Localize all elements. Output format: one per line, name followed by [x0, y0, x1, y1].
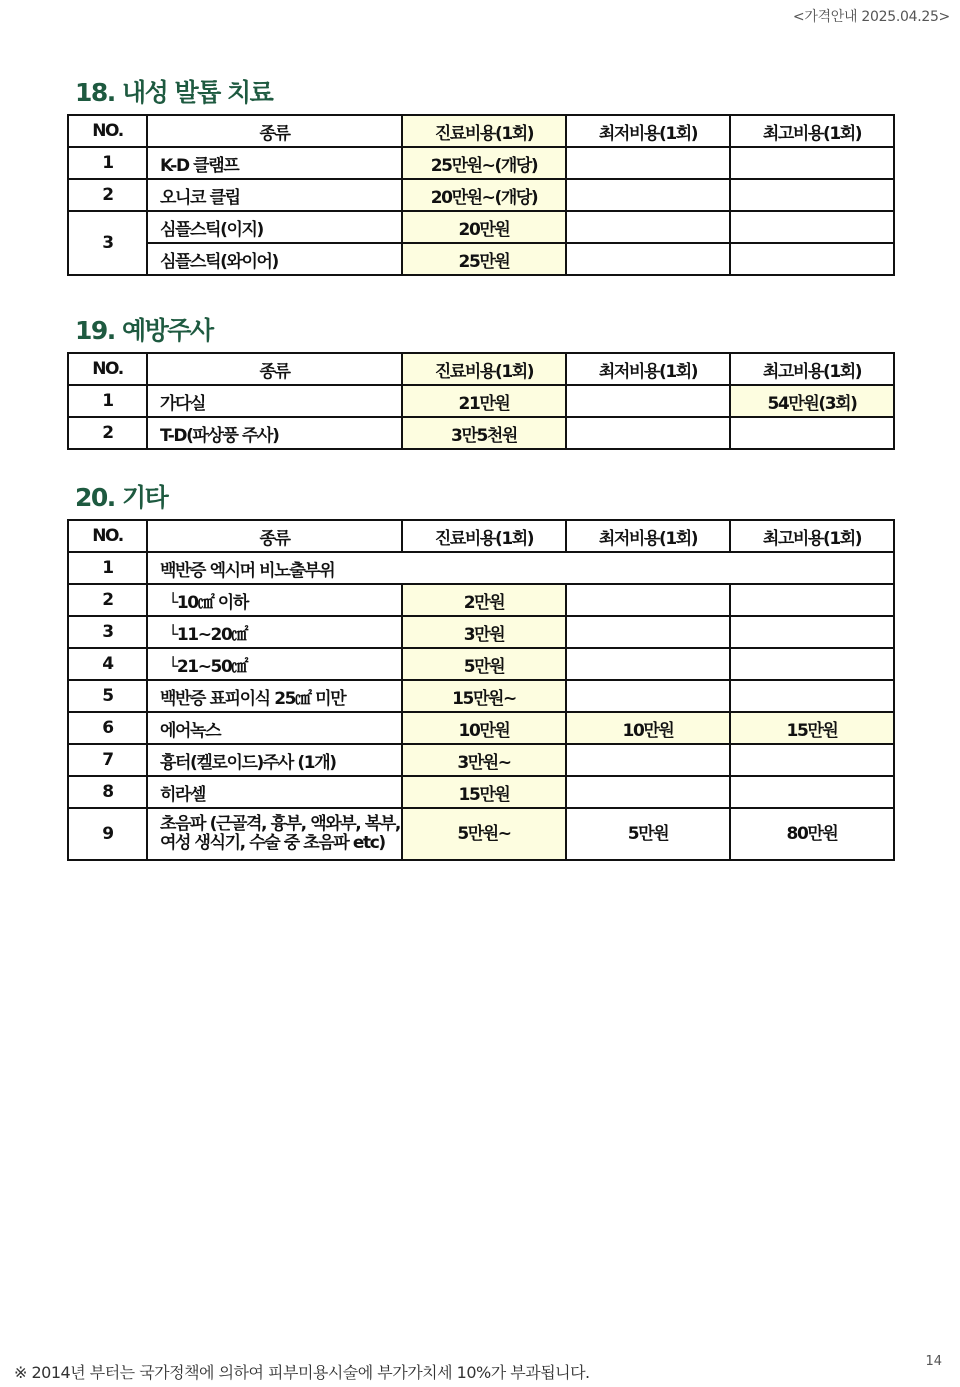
table-row: [68, 776, 894, 808]
page-number: 14: [925, 1354, 942, 1369]
cell-cost: 10만원: [402, 712, 566, 744]
section-others: [67, 481, 893, 861]
cell-min: [566, 648, 730, 680]
cell-max: 54만원(3회): [730, 385, 894, 417]
table-row: [68, 744, 894, 776]
table-row: [68, 712, 894, 744]
cell-kind: 가다실: [147, 385, 402, 417]
cell-cost: 3만원~: [402, 744, 566, 776]
cell-min: [566, 385, 730, 417]
price-guide-date-note: <가격안내 2025.04.25>: [792, 9, 950, 25]
cell-no: 5: [68, 680, 147, 712]
cell-cost: 15만원~: [402, 680, 566, 712]
cell-max: [730, 211, 894, 243]
cell-kind: T-D(파상풍 주사): [147, 417, 402, 449]
section-title: 18. 내성 발톱 치료: [75, 78, 273, 107]
cell-min: [566, 179, 730, 211]
cell-kind: 히라셀: [147, 776, 402, 808]
cell-cost: 3만원: [402, 616, 566, 648]
cell-cost: 2만원: [402, 584, 566, 616]
col-header-cost: 진료비용(1회): [402, 520, 566, 552]
cell-no: 2: [68, 584, 147, 616]
table-row: [68, 552, 894, 584]
table-row: [68, 584, 894, 616]
section-ingrown-nail: [67, 76, 893, 276]
cell-cost: 25만원: [402, 243, 566, 275]
cell-min: [566, 744, 730, 776]
table-row: [68, 648, 894, 680]
cell-no: 3: [68, 211, 147, 275]
cell-max: 15만원: [730, 712, 894, 744]
cell-no: 4: [68, 648, 147, 680]
cell-kind: └11~20㎠: [147, 616, 402, 648]
cell-min: [566, 680, 730, 712]
table-row: [68, 211, 894, 243]
cell-cost: 25만원~(개당): [402, 147, 566, 179]
cell-cost: 15만원: [402, 776, 566, 808]
cell-no: 2: [68, 179, 147, 211]
col-header-min: 최저비용(1회): [566, 353, 730, 385]
table-row: [68, 179, 894, 211]
table-row: [68, 385, 894, 417]
section-title: 19. 예방주사: [75, 316, 213, 345]
cell-cost: 20만원: [402, 211, 566, 243]
cell-kind: 흉터(켈로이드)주사 (1개): [147, 744, 402, 776]
cell-kind: 심플스틱(이지): [147, 211, 402, 243]
col-header-cost: 진료비용(1회): [402, 353, 566, 385]
cell-min: 5만원: [566, 808, 730, 860]
cell-cost: 5만원: [402, 648, 566, 680]
cell-min: 10만원: [566, 712, 730, 744]
cell-no: 9: [68, 808, 147, 860]
col-header-no: NO.: [68, 353, 147, 385]
cell-kind: 심플스틱(와이어): [147, 243, 402, 275]
cell-kind: 백반증 표피이식 25㎠ 미만: [147, 680, 402, 712]
col-header-no: NO.: [68, 115, 147, 147]
cell-max: [730, 179, 894, 211]
cell-kind-line-2: 여성 생식기, 수술 중 초음파 etc): [160, 833, 385, 853]
col-header-max: 최고비용(1회): [730, 115, 894, 147]
section-title: 20. 기타: [75, 483, 168, 512]
cell-min: [566, 417, 730, 449]
col-header-cost: 진료비용(1회): [402, 115, 566, 147]
cell-max: [730, 584, 894, 616]
cell-kind: [147, 808, 402, 860]
col-header-kind: 종류: [147, 115, 402, 147]
table-row: [68, 243, 894, 275]
col-header-kind: 종류: [147, 353, 402, 385]
cell-cost: 20만원~(개당): [402, 179, 566, 211]
vat-footnote: ※ 2014년 부터는 국가정책에 의하여 피부미용시술에 부가가치세 10%가 부과됩니다.: [14, 1363, 590, 1382]
price-table: [67, 352, 895, 450]
cell-max: [730, 417, 894, 449]
cell-min: [566, 776, 730, 808]
cell-max: [730, 680, 894, 712]
cell-kind-line-1: 초음파 (근골격, 흉부, 액와부, 복부,: [160, 814, 400, 834]
table-row: [68, 417, 894, 449]
cell-min: [566, 243, 730, 275]
table-row: [68, 680, 894, 712]
cell-kind: 에어녹스: [147, 712, 402, 744]
cell-min: [566, 147, 730, 179]
cell-min: [566, 211, 730, 243]
cell-no: 3: [68, 616, 147, 648]
cell-kind: └21~50㎠: [147, 648, 402, 680]
col-header-no: NO.: [68, 520, 147, 552]
cell-max: [730, 744, 894, 776]
cell-max: [730, 776, 894, 808]
cell-min: [566, 584, 730, 616]
col-header-min: 최저비용(1회): [566, 115, 730, 147]
cell-no: 2: [68, 417, 147, 449]
cell-no: 1: [68, 385, 147, 417]
col-header-max: 최고비용(1회): [730, 520, 894, 552]
table-row: [68, 808, 894, 860]
table-row: [68, 147, 894, 179]
cell-kind: 백반증 엑시머 비노출부위: [147, 552, 894, 584]
price-table: [67, 114, 895, 276]
section-vaccination: [67, 314, 893, 450]
cell-cost: 3만5천원: [402, 417, 566, 449]
cell-no: 1: [68, 147, 147, 179]
cell-cost: 21만원: [402, 385, 566, 417]
cell-max: [730, 616, 894, 648]
cell-cost: 5만원~: [402, 808, 566, 860]
table-header-row: [68, 353, 894, 385]
cell-no: 7: [68, 744, 147, 776]
table-header-row: [68, 520, 894, 552]
table-row: [68, 616, 894, 648]
cell-max: [730, 648, 894, 680]
table-header-row: [68, 115, 894, 147]
cell-no: 8: [68, 776, 147, 808]
cell-kind: └10㎠ 이하: [147, 584, 402, 616]
cell-no: 6: [68, 712, 147, 744]
col-header-max: 최고비용(1회): [730, 353, 894, 385]
col-header-kind: 종류: [147, 520, 402, 552]
price-table: [67, 519, 895, 861]
cell-kind: K-D 클램프: [147, 147, 402, 179]
col-header-min: 최저비용(1회): [566, 520, 730, 552]
cell-max: [730, 147, 894, 179]
cell-min: [566, 616, 730, 648]
cell-no: 1: [68, 552, 147, 584]
cell-max: [730, 243, 894, 275]
cell-max: 80만원: [730, 808, 894, 860]
cell-kind: 오니코 클립: [147, 179, 402, 211]
